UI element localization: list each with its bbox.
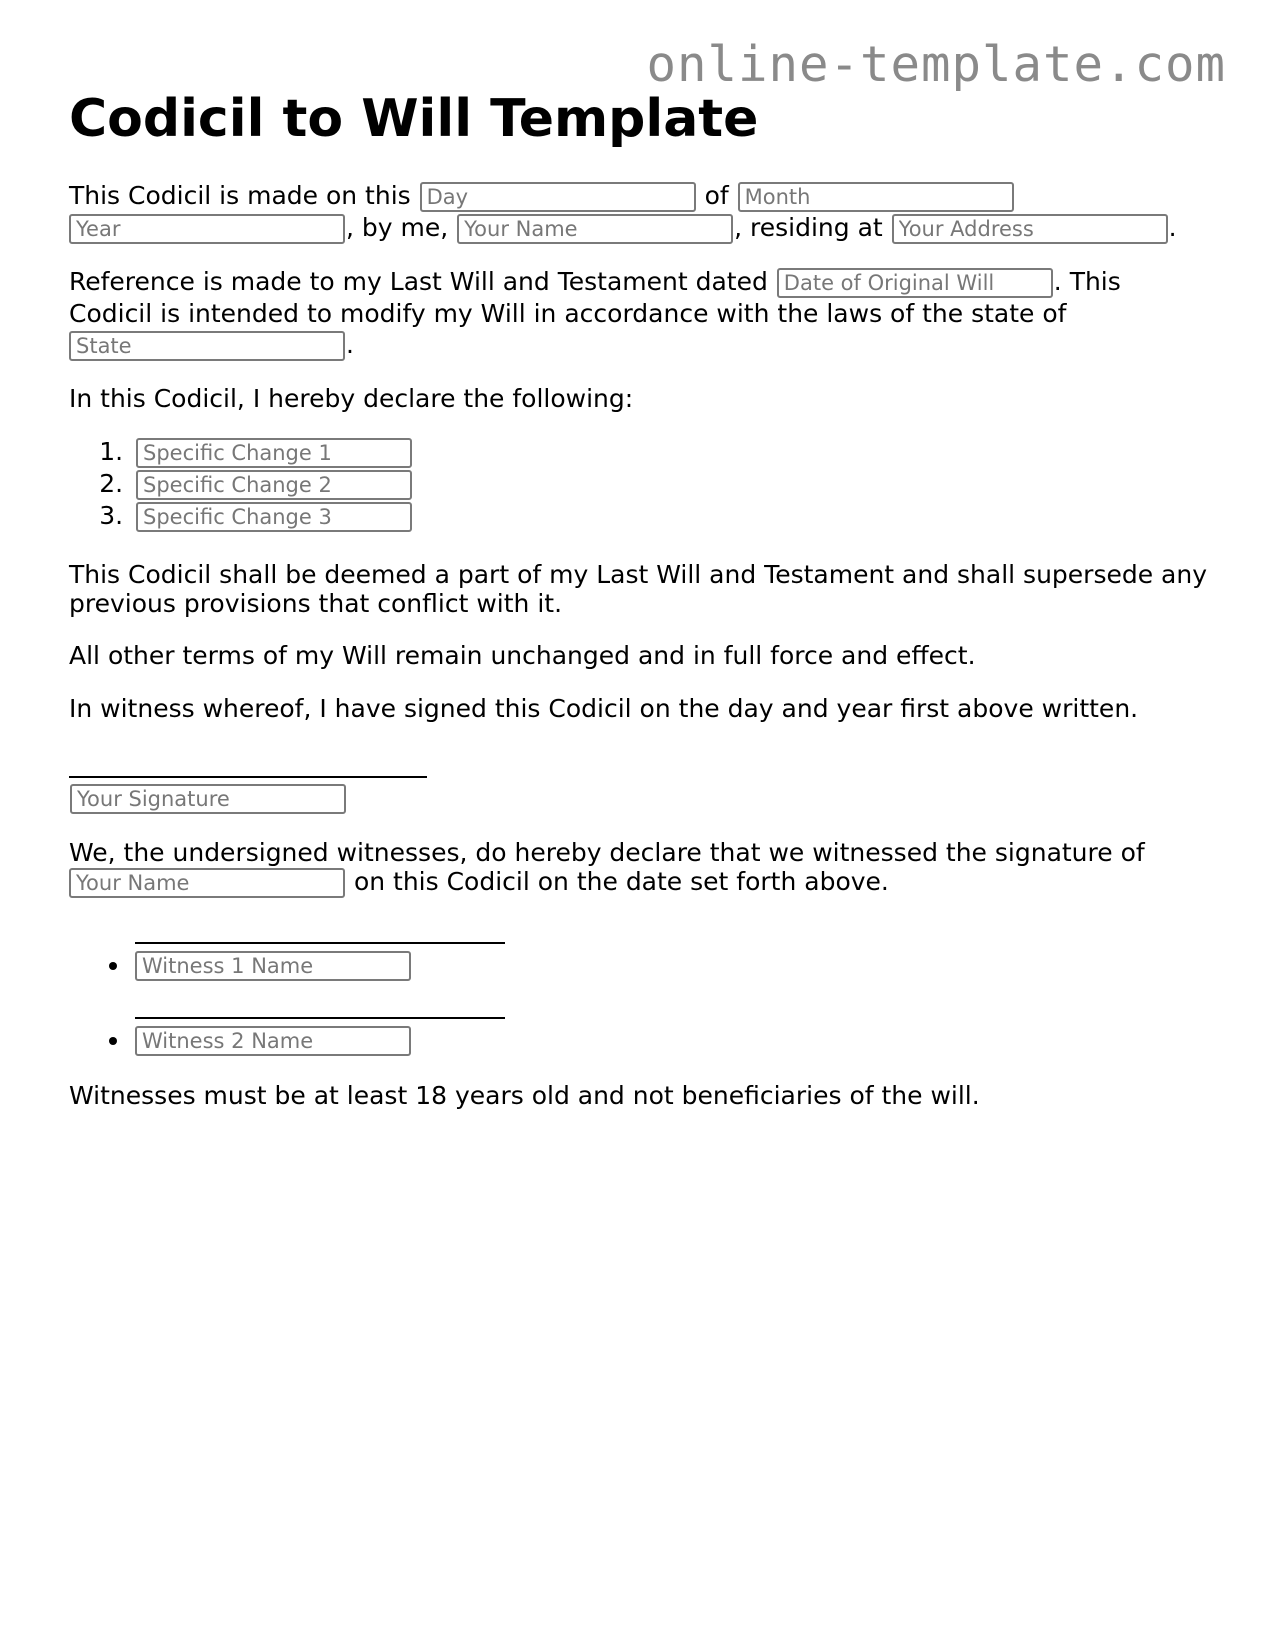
month-input[interactable] xyxy=(738,182,1014,212)
reference-text-3: . xyxy=(346,330,354,359)
signature-input[interactable] xyxy=(70,784,346,814)
your-address-input[interactable] xyxy=(892,214,1168,244)
watermark: online-template.com xyxy=(646,36,1226,93)
changes-list xyxy=(69,436,1209,532)
original-will-date-input[interactable] xyxy=(777,268,1053,298)
intro-text-1: This Codicil is made on this xyxy=(69,181,411,210)
witness-2-signature-line xyxy=(135,995,505,1019)
witnesses-text-1: We, the undersigned witnesses, do hereby declare that we witnessed the signature of xyxy=(69,838,1145,867)
list-item xyxy=(131,468,1209,500)
witness-1-signature-line xyxy=(135,920,505,944)
signer-name-input[interactable] xyxy=(69,868,345,898)
page-title: Codicil to Will Template xyxy=(69,89,759,149)
list-item xyxy=(131,436,1209,468)
intro-text-5: . xyxy=(1168,213,1177,242)
signature-line xyxy=(69,754,427,778)
note-paragraph: Witnesses must be at least 18 years old and not beneficiaries of the will. xyxy=(69,1081,980,1110)
intro-text-2: of xyxy=(704,181,729,210)
witnesses-text-2: on this Codicil on the date set forth above. xyxy=(353,867,889,896)
witness-list xyxy=(69,920,1209,1056)
intro-text-3: , by me, xyxy=(346,213,449,242)
intro-text-4: , residing at xyxy=(734,213,883,242)
day-input[interactable] xyxy=(420,182,696,212)
state-input[interactable] xyxy=(69,331,345,361)
witness-1-name-input[interactable] xyxy=(135,951,411,981)
list-item xyxy=(131,500,1209,532)
witness-whereof-paragraph: In witness whereof, I have signed this Codicil on the day and year first above written. xyxy=(69,694,1139,723)
specific-change-1-input[interactable] xyxy=(136,438,412,468)
unchanged-paragraph: All other terms of my Will remain unchanged and in full force and effect. xyxy=(69,641,976,670)
reference-text-2: . This Codicil is intended to modify my Will in accordance with the laws of the state of xyxy=(69,267,1121,328)
list-item xyxy=(131,920,1209,981)
specific-change-3-input[interactable] xyxy=(136,502,412,532)
specific-change-2-input[interactable] xyxy=(136,470,412,500)
witness-2-name-input[interactable] xyxy=(135,1026,411,1056)
your-name-input[interactable] xyxy=(457,214,733,244)
list-item xyxy=(131,995,1209,1056)
supersede-paragraph: This Codicil shall be deemed a part of my Last Will and Testament and shall supersede any previous provisions that conflict with it. xyxy=(69,560,1208,618)
witnesses-paragraph xyxy=(69,838,1209,898)
reference-text-1: Reference is made to my Last Will and Testament dated xyxy=(69,267,768,296)
document xyxy=(69,88,1209,1133)
reference-paragraph xyxy=(69,266,1209,361)
intro-paragraph xyxy=(69,180,1209,244)
declare-paragraph: In this Codicil, I hereby declare the following: xyxy=(69,384,634,413)
year-input[interactable] xyxy=(69,214,345,244)
